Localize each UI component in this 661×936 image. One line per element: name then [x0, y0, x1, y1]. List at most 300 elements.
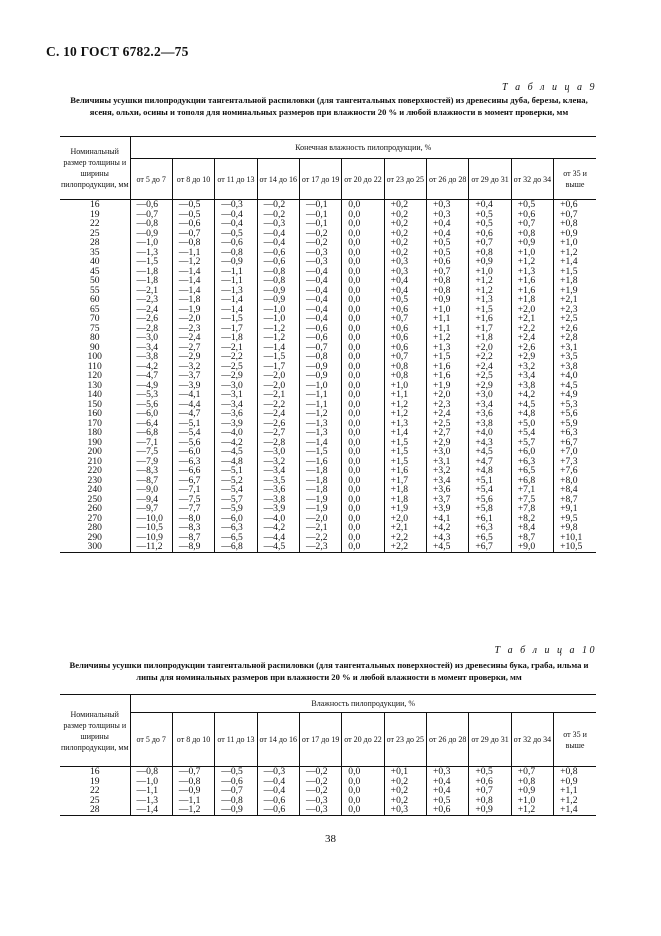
- shrinkage-cell: —3,2: [257, 457, 299, 467]
- shrinkage-cell: —0,8: [172, 777, 214, 787]
- shrinkage-cell: —0,3: [299, 796, 341, 806]
- shrinkage-cell: —0,6: [299, 333, 341, 343]
- shrinkage-cell: +1,2: [554, 796, 596, 806]
- shrinkage-cell: —3,9: [257, 504, 299, 514]
- shrinkage-cell: +2,2: [384, 542, 426, 552]
- size-cell: 280: [60, 523, 130, 533]
- shrinkage-cell: —1,9: [299, 495, 341, 505]
- shrinkage-cell: +1,8: [554, 276, 596, 286]
- shrinkage-cell: —4,7: [130, 371, 172, 381]
- size-cell: 150: [60, 400, 130, 410]
- shrinkage-cell: —5,1: [215, 466, 257, 476]
- shrinkage-cell: +1,2: [427, 333, 469, 343]
- moisture-column-header: от 35 и выше: [554, 713, 596, 767]
- size-column-header: Номинальный размер толщины и ширины пилопродукции, мм: [60, 137, 130, 200]
- shrinkage-cell: +5,4: [469, 485, 511, 495]
- shrinkage-cell: +1,0: [384, 381, 426, 391]
- size-cell: 45: [60, 267, 130, 277]
- shrinkage-cell: —1,4: [172, 267, 214, 277]
- shrinkage-cell: +8,7: [554, 495, 596, 505]
- moisture-column-header: от 29 до 31: [469, 159, 511, 200]
- shrinkage-cell: +0,9: [511, 238, 553, 248]
- shrinkage-cell: —3,8: [257, 495, 299, 505]
- shrinkage-cell: 0,0: [342, 371, 384, 381]
- shrinkage-cell: +1,3: [427, 343, 469, 353]
- size-cell: 180: [60, 428, 130, 438]
- shrinkage-cell: —0,4: [215, 210, 257, 220]
- shrinkage-cell: —1,5: [257, 352, 299, 362]
- shrinkage-cell: —3,4: [215, 400, 257, 410]
- shrinkage-cell: —0,4: [299, 267, 341, 277]
- shrinkage-cell: +5,7: [511, 438, 553, 448]
- shrinkage-cell: —5,3: [130, 390, 172, 400]
- shrinkage-cell: 0,0: [342, 200, 384, 210]
- shrinkage-cell: +8,7: [511, 533, 553, 543]
- shrinkage-cell: +1,8: [511, 295, 553, 305]
- shrinkage-cell: 0,0: [342, 767, 384, 777]
- moisture-column-header: от 26 до 28: [427, 159, 469, 200]
- shrinkage-cell: —1,1: [172, 796, 214, 806]
- shrinkage-cell: +7,8: [511, 504, 553, 514]
- shrinkage-cell: +0,8: [554, 219, 596, 229]
- shrinkage-cell: —7,1: [130, 438, 172, 448]
- shrinkage-cell: +10,5: [554, 542, 596, 552]
- shrinkage-cell: +0,9: [554, 229, 596, 239]
- shrinkage-cell: 0,0: [342, 805, 384, 815]
- shrinkage-cell: —0,3: [299, 257, 341, 267]
- shrinkage-cell: +1,4: [384, 428, 426, 438]
- shrinkage-cell: +0,5: [511, 200, 553, 210]
- shrinkage-cell: +4,5: [554, 381, 596, 391]
- shrinkage-cell: +2,7: [427, 428, 469, 438]
- shrinkage-cell: +0,6: [469, 229, 511, 239]
- shrinkage-cell: +1,6: [511, 276, 553, 286]
- moisture-column-header: от 8 до 10: [172, 713, 214, 767]
- shrinkage-cell: +3,4: [469, 400, 511, 410]
- shrinkage-cell: —1,4: [130, 805, 172, 815]
- page-number: 38: [325, 833, 336, 845]
- moisture-column-header: от 11 до 13: [215, 713, 257, 767]
- shrinkage-cell: —9,0: [130, 485, 172, 495]
- shrinkage-cell: —7,5: [130, 447, 172, 457]
- shrinkage-cell: +1,0: [511, 796, 553, 806]
- shrinkage-cell: —5,7: [215, 495, 257, 505]
- shrinkage-cell: +2,1: [511, 314, 553, 324]
- shrinkage-cell: 0,0: [342, 777, 384, 787]
- shrinkage-cell: —0,3: [257, 767, 299, 777]
- shrinkage-cell: —9,4: [130, 495, 172, 505]
- shrinkage-cell: +4,2: [427, 523, 469, 533]
- shrinkage-cell: —6,4: [130, 419, 172, 429]
- shrinkage-cell: +2,2: [511, 324, 553, 334]
- shrinkage-cell: —0,2: [299, 767, 341, 777]
- shrinkage-cell: —0,3: [215, 200, 257, 210]
- shrinkage-cell: +0,5: [427, 796, 469, 806]
- shrinkage-cell: +10,1: [554, 533, 596, 543]
- shrinkage-cell: +6,0: [511, 447, 553, 457]
- shrinkage-cell: —1,0: [299, 381, 341, 391]
- shrinkage-cell: —0,4: [257, 238, 299, 248]
- shrinkage-cell: +3,6: [469, 409, 511, 419]
- size-cell: 260: [60, 504, 130, 514]
- shrinkage-cell: —2,6: [130, 314, 172, 324]
- shrinkage-cell: +3,6: [427, 485, 469, 495]
- shrinkage-cell: —0,1: [299, 219, 341, 229]
- page-header: С. 10 ГОСТ 6782.2—75: [46, 44, 189, 59]
- shrinkage-cell: +8,0: [554, 476, 596, 486]
- moisture-column-header: от 23 до 25: [384, 713, 426, 767]
- shrinkage-cell: —0,8: [299, 352, 341, 362]
- size-cell: 55: [60, 286, 130, 296]
- size-cell: 110: [60, 362, 130, 372]
- shrinkage-cell: +2,2: [469, 352, 511, 362]
- shrinkage-cell: —3,6: [257, 485, 299, 495]
- shrinkage-cell: +1,2: [511, 257, 553, 267]
- shrinkage-cell: —2,6: [257, 419, 299, 429]
- shrinkage-cell: —0,8: [130, 767, 172, 777]
- shrinkage-cell: —0,7: [130, 210, 172, 220]
- shrinkage-cell: —2,7: [172, 343, 214, 353]
- shrinkage-cell: —0,4: [299, 276, 341, 286]
- shrinkage-cell: +4,0: [554, 371, 596, 381]
- shrinkage-cell: —4,4: [172, 400, 214, 410]
- shrinkage-cell: +3,8: [554, 362, 596, 372]
- shrinkage-cell: +0,5: [469, 767, 511, 777]
- shrinkage-cell: +0,2: [384, 248, 426, 258]
- shrinkage-cell: +2,9: [469, 381, 511, 391]
- size-cell: 100: [60, 352, 130, 362]
- shrinkage-cell: +1,5: [427, 352, 469, 362]
- shrinkage-cell: +3,4: [427, 476, 469, 486]
- table-9-label: Т а б л и ц а 9: [502, 82, 597, 93]
- shrinkage-cell: +0,9: [554, 777, 596, 787]
- shrinkage-cell: +1,6: [511, 286, 553, 296]
- shrinkage-cell: —5,6: [130, 400, 172, 410]
- table-10-label: Т а б л и ц а 10: [494, 645, 597, 656]
- shrinkage-cell: +2,8: [554, 333, 596, 343]
- shrinkage-cell: +0,6: [554, 200, 596, 210]
- size-cell: 120: [60, 371, 130, 381]
- shrinkage-cell: +0,3: [384, 805, 426, 815]
- shrinkage-cell: +0,8: [469, 796, 511, 806]
- shrinkage-cell: —1,3: [299, 419, 341, 429]
- size-cell: 270: [60, 514, 130, 524]
- shrinkage-cell: —2,3: [299, 542, 341, 552]
- shrinkage-cell: —0,6: [215, 238, 257, 248]
- shrinkage-cell: 0,0: [342, 286, 384, 296]
- shrinkage-cell: 0,0: [342, 276, 384, 286]
- shrinkage-cell: +1,9: [554, 286, 596, 296]
- size-cell: 210: [60, 457, 130, 467]
- shrinkage-table-10: [60, 694, 596, 816]
- shrinkage-cell: +0,3: [427, 200, 469, 210]
- moisture-column-header: от 14 до 16: [257, 713, 299, 767]
- shrinkage-cell: +0,4: [384, 286, 426, 296]
- shrinkage-cell: —1,3: [299, 428, 341, 438]
- shrinkage-cell: +0,6: [384, 324, 426, 334]
- size-cell: 220: [60, 466, 130, 476]
- shrinkage-cell: +1,2: [469, 276, 511, 286]
- size-cell: 190: [60, 438, 130, 448]
- shrinkage-cell: —9,7: [130, 504, 172, 514]
- shrinkage-cell: —4,9: [130, 381, 172, 391]
- shrinkage-cell: +2,0: [511, 305, 553, 315]
- shrinkage-cell: —2,3: [172, 324, 214, 334]
- shrinkage-cell: 0,0: [342, 257, 384, 267]
- shrinkage-cell: —1,2: [172, 257, 214, 267]
- shrinkage-cell: —0,8: [172, 238, 214, 248]
- shrinkage-cell: +1,8: [384, 495, 426, 505]
- shrinkage-cell: —1,8: [172, 295, 214, 305]
- shrinkage-cell: —11,2: [130, 542, 172, 552]
- shrinkage-cell: +5,0: [511, 419, 553, 429]
- table-row: [60, 200, 596, 210]
- size-cell: 40: [60, 257, 130, 267]
- shrinkage-cell: —2,9: [172, 352, 214, 362]
- shrinkage-cell: —1,1: [130, 786, 172, 796]
- shrinkage-cell: 0,0: [342, 400, 384, 410]
- shrinkage-cell: +1,8: [469, 333, 511, 343]
- shrinkage-cell: —1,9: [299, 504, 341, 514]
- shrinkage-cell: —1,2: [257, 324, 299, 334]
- shrinkage-cell: +5,1: [469, 476, 511, 486]
- shrinkage-cell: +5,4: [511, 428, 553, 438]
- shrinkage-cell: +7,0: [554, 447, 596, 457]
- shrinkage-cell: +2,6: [511, 343, 553, 353]
- shrinkage-cell: —0,3: [257, 219, 299, 229]
- shrinkage-cell: —1,4: [172, 276, 214, 286]
- shrinkage-cell: —6,6: [172, 466, 214, 476]
- shrinkage-cell: —6,3: [215, 523, 257, 533]
- shrinkage-cell: —5,4: [172, 428, 214, 438]
- shrinkage-cell: —0,6: [215, 777, 257, 787]
- moisture-column-header: от 29 до 31: [469, 713, 511, 767]
- shrinkage-cell: —2,0: [299, 514, 341, 524]
- shrinkage-cell: —0,4: [257, 786, 299, 796]
- shrinkage-cell: +0,4: [384, 276, 426, 286]
- size-cell: 19: [60, 777, 130, 787]
- shrinkage-cell: —3,5: [257, 476, 299, 486]
- shrinkage-cell: +0,9: [469, 257, 511, 267]
- shrinkage-cell: —1,3: [215, 286, 257, 296]
- shrinkage-cell: +2,9: [427, 438, 469, 448]
- shrinkage-cell: —0,3: [299, 805, 341, 815]
- shrinkage-cell: —0,9: [299, 362, 341, 372]
- shrinkage-cell: +1,7: [469, 324, 511, 334]
- shrinkage-cell: —2,0: [257, 371, 299, 381]
- shrinkage-cell: +2,5: [469, 371, 511, 381]
- size-cell: 75: [60, 324, 130, 334]
- size-column-header: Номинальный размер толщины и ширины пилопродукции, мм: [60, 695, 130, 767]
- shrinkage-cell: 0,0: [342, 219, 384, 229]
- shrinkage-cell: —0,4: [299, 305, 341, 315]
- shrinkage-cell: +0,8: [384, 362, 426, 372]
- shrinkage-cell: —2,4: [172, 333, 214, 343]
- shrinkage-cell: +0,4: [469, 200, 511, 210]
- shrinkage-cell: —0,3: [299, 248, 341, 258]
- shrinkage-cell: 0,0: [342, 324, 384, 334]
- shrinkage-cell: —2,7: [257, 428, 299, 438]
- shrinkage-cell: —7,1: [172, 485, 214, 495]
- shrinkage-cell: 0,0: [342, 210, 384, 220]
- shrinkage-cell: +0,6: [427, 805, 469, 815]
- shrinkage-cell: +6,8: [511, 476, 553, 486]
- shrinkage-cell: —6,7: [172, 476, 214, 486]
- shrinkage-cell: —0,2: [299, 229, 341, 239]
- shrinkage-cell: —2,3: [130, 295, 172, 305]
- shrinkage-cell: —6,8: [130, 428, 172, 438]
- shrinkage-cell: —1,1: [299, 390, 341, 400]
- shrinkage-cell: +1,3: [469, 295, 511, 305]
- shrinkage-cell: 0,0: [342, 438, 384, 448]
- shrinkage-cell: —2,9: [215, 371, 257, 381]
- shrinkage-cell: +0,7: [427, 267, 469, 277]
- shrinkage-cell: —4,0: [215, 428, 257, 438]
- shrinkage-cell: +1,6: [384, 466, 426, 476]
- shrinkage-cell: —1,8: [299, 466, 341, 476]
- shrinkage-cell: —0,9: [130, 229, 172, 239]
- shrinkage-cell: +0,2: [384, 796, 426, 806]
- shrinkage-cell: +4,8: [511, 409, 553, 419]
- shrinkage-cell: +6,5: [469, 533, 511, 543]
- shrinkage-cell: —1,7: [257, 362, 299, 372]
- shrinkage-cell: —10,9: [130, 533, 172, 543]
- size-cell: 25: [60, 796, 130, 806]
- shrinkage-cell: —0,7: [172, 229, 214, 239]
- shrinkage-cell: +3,0: [469, 390, 511, 400]
- shrinkage-cell: +0,7: [469, 238, 511, 248]
- shrinkage-cell: +0,7: [384, 314, 426, 324]
- moisture-column-header: от 11 до 13: [215, 159, 257, 200]
- shrinkage-cell: +2,0: [469, 343, 511, 353]
- shrinkage-cell: +6,5: [511, 466, 553, 476]
- shrinkage-cell: —3,2: [172, 362, 214, 372]
- size-cell: 35: [60, 248, 130, 258]
- moisture-column-header: от 23 до 25: [384, 159, 426, 200]
- shrinkage-cell: +8,2: [511, 514, 553, 524]
- shrinkage-cell: 0,0: [342, 267, 384, 277]
- shrinkage-cell: +0,4: [427, 786, 469, 796]
- shrinkage-cell: —0,1: [299, 210, 341, 220]
- shrinkage-cell: —4,0: [257, 514, 299, 524]
- shrinkage-cell: +0,2: [384, 219, 426, 229]
- shrinkage-cell: +3,8: [469, 419, 511, 429]
- shrinkage-cell: —4,5: [215, 447, 257, 457]
- shrinkage-cell: +1,6: [427, 371, 469, 381]
- shrinkage-cell: —0,8: [215, 796, 257, 806]
- shrinkage-cell: +1,2: [384, 409, 426, 419]
- shrinkage-cell: +0,5: [427, 248, 469, 258]
- shrinkage-cell: —3,4: [130, 343, 172, 353]
- shrinkage-cell: 0,0: [342, 248, 384, 258]
- shrinkage-cell: —1,5: [130, 257, 172, 267]
- shrinkage-cell: +7,1: [511, 485, 553, 495]
- shrinkage-cell: —0,2: [299, 777, 341, 787]
- shrinkage-cell: +0,8: [427, 276, 469, 286]
- moisture-column-header: от 26 до 28: [427, 713, 469, 767]
- moisture-column-header: от 35 и выше: [554, 159, 596, 200]
- shrinkage-cell: —7,9: [130, 457, 172, 467]
- shrinkage-cell: —2,1: [299, 523, 341, 533]
- shrinkage-cell: +8,4: [511, 523, 553, 533]
- shrinkage-cell: +0,3: [427, 767, 469, 777]
- shrinkage-cell: —1,4: [215, 305, 257, 315]
- shrinkage-cell: —1,1: [299, 400, 341, 410]
- shrinkage-cell: —0,9: [172, 786, 214, 796]
- shrinkage-cell: —0,8: [257, 276, 299, 286]
- size-cell: 230: [60, 476, 130, 486]
- shrinkage-cell: +0,6: [384, 343, 426, 353]
- shrinkage-cell: 0,0: [342, 295, 384, 305]
- shrinkage-cell: —1,9: [172, 305, 214, 315]
- shrinkage-cell: —0,4: [299, 295, 341, 305]
- shrinkage-cell: —0,6: [299, 324, 341, 334]
- shrinkage-cell: 0,0: [342, 362, 384, 372]
- shrinkage-cell: 0,0: [342, 796, 384, 806]
- shrinkage-cell: 0,0: [342, 305, 384, 315]
- moisture-group-header: Конечная влажность пилопродукции, %: [130, 137, 596, 159]
- shrinkage-cell: +9,8: [554, 523, 596, 533]
- size-cell: 170: [60, 419, 130, 429]
- shrinkage-cell: +0,5: [427, 238, 469, 248]
- shrinkage-cell: —2,0: [172, 314, 214, 324]
- shrinkage-cell: —2,1: [130, 286, 172, 296]
- shrinkage-cell: +0,9: [511, 786, 553, 796]
- shrinkage-cell: —1,4: [172, 286, 214, 296]
- size-cell: 140: [60, 390, 130, 400]
- shrinkage-cell: +0,7: [511, 219, 553, 229]
- shrinkage-cell: 0,0: [342, 238, 384, 248]
- size-cell: 65: [60, 305, 130, 315]
- size-cell: 250: [60, 495, 130, 505]
- shrinkage-cell: +0,5: [384, 295, 426, 305]
- shrinkage-cell: +1,4: [554, 257, 596, 267]
- shrinkage-cell: —5,6: [172, 438, 214, 448]
- shrinkage-cell: +0,4: [427, 777, 469, 787]
- shrinkage-cell: —2,1: [215, 343, 257, 353]
- shrinkage-cell: +2,2: [384, 533, 426, 543]
- size-cell: 290: [60, 533, 130, 543]
- shrinkage-cell: 0,0: [342, 409, 384, 419]
- shrinkage-cell: —0,9: [215, 257, 257, 267]
- table-row: [60, 767, 596, 777]
- shrinkage-cell: 0,0: [342, 314, 384, 324]
- shrinkage-cell: —4,2: [130, 362, 172, 372]
- shrinkage-cell: +3,2: [511, 362, 553, 372]
- shrinkage-cell: +1,1: [427, 314, 469, 324]
- shrinkage-cell: +6,1: [469, 514, 511, 524]
- shrinkage-cell: +0,6: [469, 777, 511, 787]
- shrinkage-cell: —0,7: [299, 343, 341, 353]
- shrinkage-cell: +0,2: [384, 777, 426, 787]
- shrinkage-cell: —3,7: [172, 371, 214, 381]
- shrinkage-cell: —3,0: [257, 447, 299, 457]
- shrinkage-cell: —0,7: [172, 767, 214, 777]
- shrinkage-cell: +0,3: [384, 267, 426, 277]
- moisture-column-header: от 20 до 22: [342, 713, 384, 767]
- shrinkage-cell: +1,2: [469, 286, 511, 296]
- shrinkage-cell: +5,9: [554, 419, 596, 429]
- shrinkage-cell: +2,4: [427, 409, 469, 419]
- shrinkage-cell: —0,1: [299, 200, 341, 210]
- shrinkage-cell: +0,2: [384, 238, 426, 248]
- size-cell: 90: [60, 343, 130, 353]
- shrinkage-cell: —0,9: [215, 805, 257, 815]
- shrinkage-cell: —0,9: [257, 286, 299, 296]
- shrinkage-cell: +1,6: [469, 314, 511, 324]
- shrinkage-cell: +1,9: [427, 381, 469, 391]
- shrinkage-cell: —4,2: [257, 523, 299, 533]
